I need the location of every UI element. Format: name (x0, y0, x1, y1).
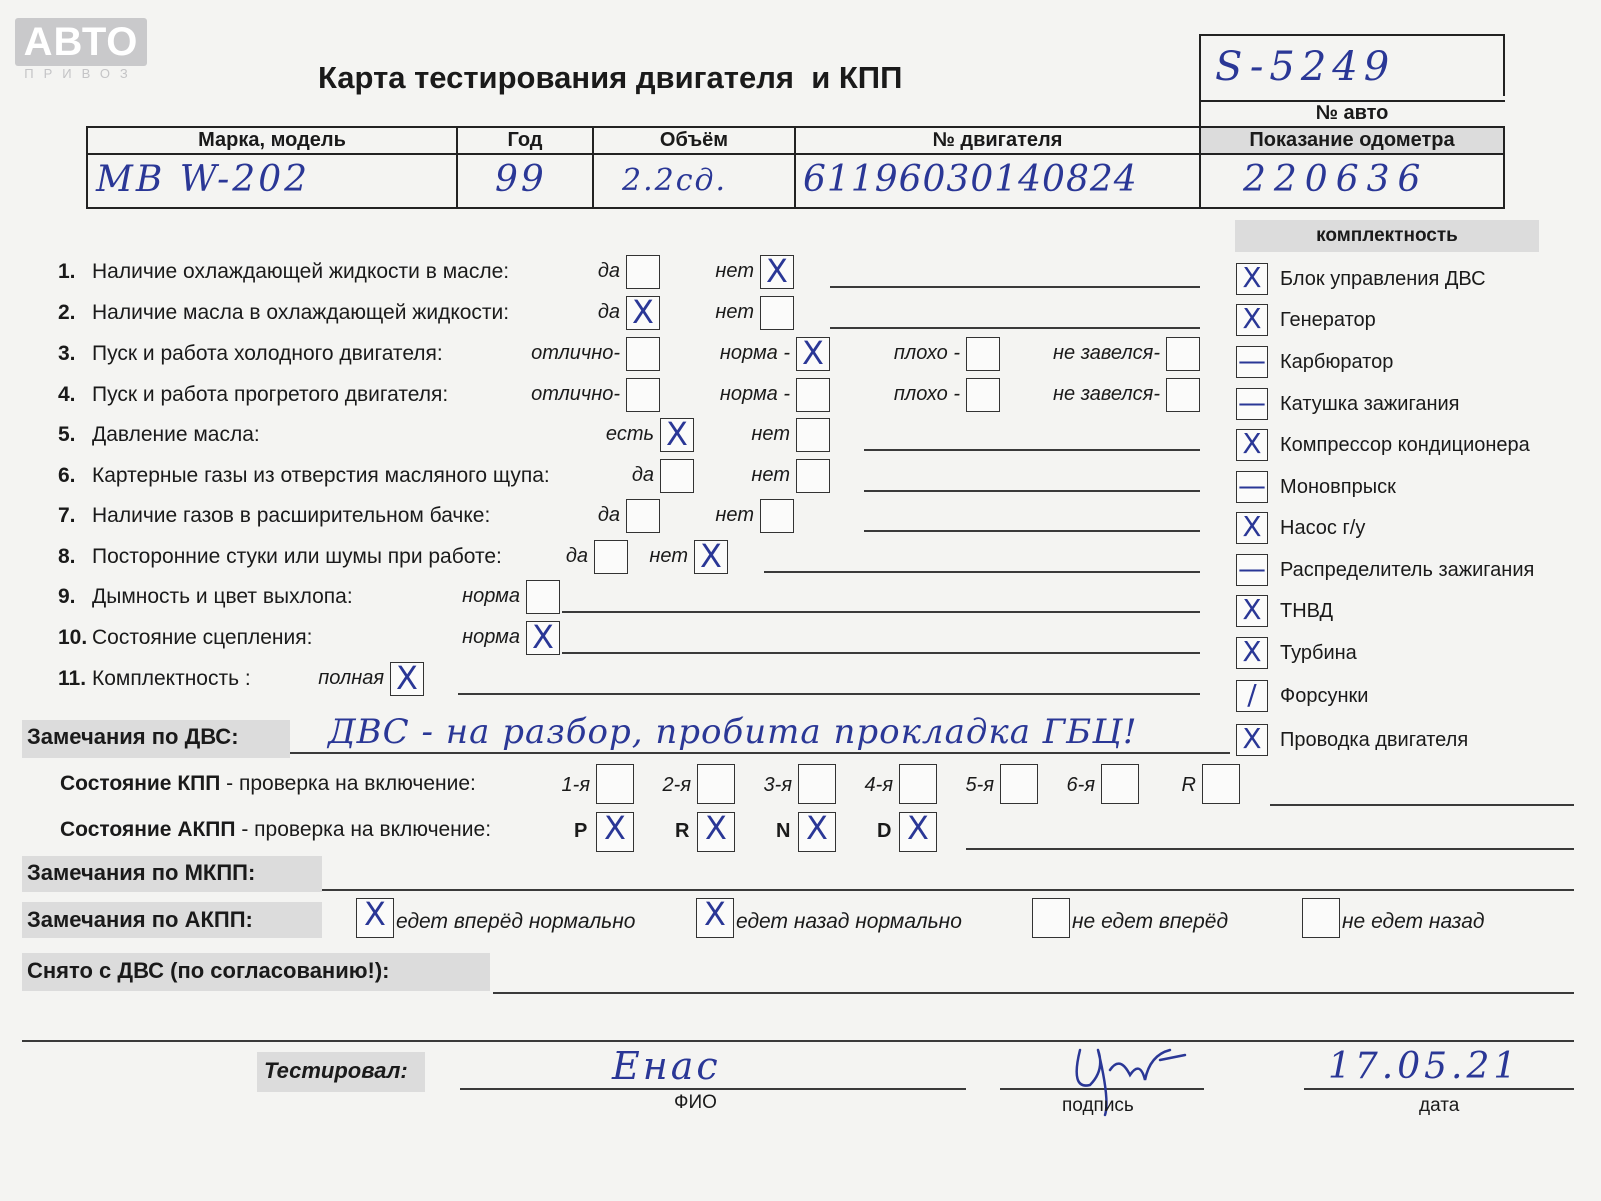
option-label: не завелся- (1053, 383, 1160, 405)
kit-item-label: Насос г/у (1280, 517, 1366, 539)
signature-caption: подпись (1062, 1095, 1134, 1116)
question-text: Картерные газы из отверстия масляного щупа: (92, 464, 550, 487)
kit-checkbox[interactable]: X (1236, 637, 1268, 669)
option-checkbox[interactable] (796, 459, 830, 493)
removed-line-2 (22, 1040, 1574, 1042)
answer-line (562, 652, 1200, 654)
option-label: норма (462, 585, 520, 607)
col-divider (1199, 96, 1201, 209)
form-title: Карта тестирования двигателя и КПП (318, 60, 903, 95)
removed-line-1 (493, 992, 1574, 994)
kit-item-label: Форсунки (1280, 685, 1369, 707)
option-checkbox[interactable]: X (694, 540, 728, 574)
gear-label: 1-я (561, 774, 590, 796)
gear-label: 6-я (1066, 774, 1095, 796)
kit-checkbox[interactable]: — (1238, 471, 1266, 502)
engine-number-value: 61196030140824 (803, 159, 1138, 200)
question-number: 8. (58, 545, 76, 568)
answer-line (864, 449, 1200, 451)
tester-label: Тестировал: (264, 1058, 408, 1083)
position-checkbox[interactable]: X (798, 812, 836, 852)
col-header-odometer: Показание одометра (1249, 129, 1455, 151)
option-label: да (565, 545, 588, 567)
option-checkbox[interactable] (796, 378, 830, 412)
gear-checkbox[interactable] (596, 764, 634, 804)
option-checkbox[interactable] (1166, 337, 1200, 371)
option-label: да (597, 504, 620, 526)
question-text: Пуск и работа прогретого двигателя: (92, 383, 449, 406)
tester-name: Енас (612, 1044, 721, 1088)
akpp-remark-checkbox[interactable] (1032, 898, 1070, 938)
akpp-remark-label: не едет назад (1342, 910, 1485, 933)
brand-logo-sub: ПРИВОЗ (24, 66, 138, 81)
option-checkbox[interactable] (760, 499, 794, 533)
answer-line (864, 490, 1200, 492)
akpp-remark-label: едет вперёд нормально (396, 910, 636, 933)
question-text: Пуск и работа холодного двигателя: (92, 342, 443, 365)
removed-label: Снято с ДВС (по согласованию!): (27, 958, 390, 983)
date-line (1304, 1088, 1574, 1090)
kit-checkbox[interactable]: X (1236, 595, 1268, 627)
answer-line (830, 327, 1200, 329)
question-text: Комплектность : (92, 667, 251, 690)
auto-gearbox-line (966, 848, 1574, 850)
col-header-engine-number: № двигателя (932, 129, 1063, 151)
kit-item-label: Катушка зажигания (1280, 393, 1460, 415)
akpp-remark-checkbox[interactable] (1302, 898, 1340, 938)
kit-item-label: Карбюратор (1280, 351, 1394, 373)
model-value: МВ W-202 (96, 159, 311, 200)
brand-logo: АВТО (15, 18, 147, 66)
option-checkbox[interactable] (1166, 378, 1200, 412)
manual-remarks-label: Замечания по МКПП: (27, 860, 256, 885)
gear-label: 4-я (864, 774, 893, 796)
option-label: отлично- (531, 383, 620, 405)
akpp-remark-checkbox[interactable]: X (356, 898, 394, 938)
manual-gearbox-label-rest: - проверка на включение: (220, 772, 476, 795)
question-number: 9. (58, 585, 76, 608)
tester-name-line (460, 1088, 966, 1090)
kit-item-label: ТНВД (1280, 600, 1334, 622)
kit-checkbox[interactable]: / (1236, 680, 1268, 712)
option-label: да (597, 301, 620, 323)
answer-line (458, 693, 1200, 695)
option-label: нет (649, 545, 688, 567)
question-number: 4. (58, 383, 76, 406)
option-checkbox[interactable]: X (526, 621, 560, 655)
manual-gearbox-label (60, 772, 476, 796)
date-caption: дата (1419, 1095, 1460, 1116)
manual-gearbox-label-bold: Состояние КПП (60, 772, 221, 795)
gear-label: 3-я (763, 774, 792, 796)
option-label: норма - (719, 342, 790, 364)
col-header-volume: Объём (659, 129, 729, 151)
manual-gearbox-line (1270, 804, 1574, 806)
question-text: Давление масла: (92, 423, 260, 446)
option-checkbox[interactable]: X (796, 337, 830, 371)
question-number: 11. (58, 667, 87, 690)
kit-item-label: Блок управления ДВС (1280, 268, 1486, 290)
kit-item-label: Проводка двигателя (1280, 729, 1469, 751)
answer-line (562, 611, 1200, 613)
odometer-value: 220636 (1243, 159, 1429, 200)
kit-checkbox[interactable]: X (1236, 304, 1268, 336)
kit-item-label: Турбина (1280, 642, 1357, 664)
position-label: P (574, 820, 588, 842)
option-label: плохо - (893, 383, 960, 405)
position-label: R (675, 820, 690, 842)
option-label: нет (715, 301, 754, 323)
answer-line (830, 286, 1200, 288)
position-checkbox[interactable]: X (899, 812, 937, 852)
question-text: Дымность и цвет выхлопа: (92, 585, 353, 608)
kit-item-label: Распределитель зажигания (1280, 559, 1535, 581)
question-number: 2. (58, 301, 76, 324)
question-number: 5. (58, 423, 76, 446)
position-checkbox[interactable]: X (596, 812, 634, 852)
question-number: 10. (58, 626, 88, 649)
col-header-model: Марка, модель (198, 129, 346, 151)
option-label: норма (462, 626, 520, 648)
question-number: 7. (58, 504, 76, 527)
gear-checkbox[interactable] (1101, 764, 1139, 804)
car-number-label: № авто (1199, 100, 1505, 125)
gear-label: 2-я (662, 774, 691, 796)
option-checkbox[interactable]: X (390, 662, 424, 696)
question-number: 6. (58, 464, 76, 487)
question-text: Наличие масла в охлаждающей жидкости: (92, 301, 510, 324)
gear-checkbox[interactable] (798, 764, 836, 804)
auto-gearbox-label-rest: - проверка на включение: (235, 818, 492, 841)
option-checkbox[interactable] (796, 418, 830, 452)
option-checkbox[interactable]: X (626, 296, 660, 330)
engine-remarks-value: ДВС - на разбор, пробита прокладка ГБЦ! (328, 712, 1138, 752)
gear-label: 5-я (965, 774, 994, 796)
kit-checkbox[interactable]: X (1236, 263, 1268, 295)
option-label: не завелся- (1053, 342, 1160, 364)
year-value: 99 (495, 159, 547, 200)
car-number-value: S-5249 (1215, 44, 1396, 90)
option-label: полная (318, 667, 384, 689)
question-number: 1. (58, 260, 76, 283)
col-header-year: Год (507, 129, 543, 151)
engine-remarks-line (290, 752, 1230, 754)
option-label: да (597, 260, 620, 282)
position-checkbox[interactable]: X (697, 812, 735, 852)
option-checkbox[interactable] (526, 580, 560, 614)
volume-value: 2.2сд. (622, 163, 728, 198)
manual-remarks-line (322, 889, 1574, 891)
engine-remarks-label: Замечания по ДВС: (27, 724, 239, 749)
option-label: отлично- (531, 342, 620, 364)
kit-checkbox[interactable]: — (1238, 346, 1266, 377)
option-label: плохо - (893, 342, 960, 364)
option-label: норма - (719, 383, 790, 405)
gear-checkbox[interactable] (1000, 764, 1038, 804)
gear-checkbox[interactable] (899, 764, 937, 804)
question-text: Наличие охлаждающей жидкости в масле: (92, 260, 510, 283)
akpp-remark-label: не едет вперёд (1072, 910, 1229, 933)
kit-checkbox[interactable]: — (1238, 554, 1266, 585)
test-date: 17.05.21 (1328, 1046, 1521, 1087)
kit-item-label: Генератор (1280, 309, 1376, 331)
option-label: нет (715, 260, 754, 282)
kit-title: комплектность (1316, 225, 1458, 246)
akpp-remark-label: едет назад нормально (736, 910, 962, 933)
option-checkbox[interactable]: X (760, 255, 794, 289)
option-label: да (631, 464, 654, 486)
gear-checkbox[interactable] (697, 764, 735, 804)
answer-line (764, 571, 1200, 573)
kit-checkbox[interactable]: — (1238, 388, 1266, 419)
gear-checkbox[interactable] (1202, 764, 1240, 804)
position-label: N (776, 820, 791, 842)
option-label: нет (751, 423, 790, 445)
kit-checkbox[interactable]: X (1236, 512, 1268, 544)
akpp-remark-checkbox[interactable]: X (696, 898, 734, 938)
option-checkbox[interactable]: X (660, 418, 694, 452)
kit-checkbox[interactable]: X (1236, 724, 1268, 756)
answer-line (864, 530, 1200, 532)
option-checkbox[interactable] (760, 296, 794, 330)
question-text: Наличие газов в расширительном бачке: (92, 504, 491, 527)
question-text: Состояние сцепления: (92, 626, 313, 649)
kit-checkbox[interactable]: X (1236, 429, 1268, 461)
question-text: Посторонние стуки или шумы при работе: (92, 545, 502, 568)
auto-gearbox-label-bold: Состояние АКПП (60, 818, 236, 841)
kit-item-label: Моновпрыск (1280, 476, 1396, 498)
option-label: нет (751, 464, 790, 486)
kit-item-label: Компрессор кондиционера (1280, 434, 1530, 456)
gear-label: R (1181, 774, 1196, 796)
question-number: 3. (58, 342, 76, 365)
position-label: D (877, 820, 892, 842)
option-label: есть (605, 423, 654, 445)
auto-remarks-label: Замечания по АКПП: (27, 907, 253, 932)
auto-gearbox-label (60, 818, 491, 842)
option-label: нет (715, 504, 754, 526)
tester-name-caption: ФИО (674, 1092, 717, 1113)
